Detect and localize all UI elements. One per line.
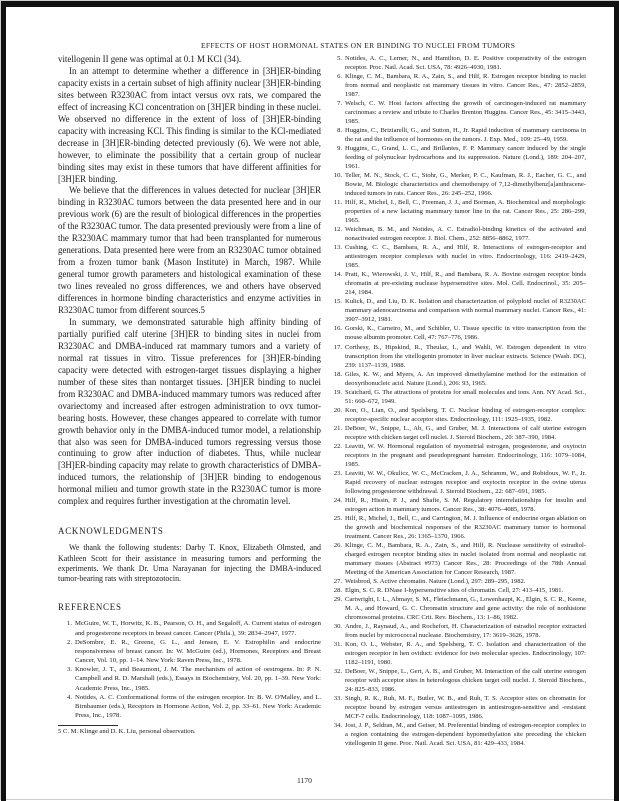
reference-text: Singh, R. K., Ruh, M. F., Butler, W. B., and Ruh, T. S. Acceptor sites on chromatin for receptor bound by estrogen versus antiestrogen in antiestrogen-sensitive and -resistant MCF-7 cells. Endocrinology, 118: 1087–1095, 1986. bbox=[345, 695, 586, 721]
reference-number: 1. bbox=[66, 620, 72, 628]
reference-number: 13. bbox=[333, 244, 342, 252]
reference-list-right bbox=[331, 54, 586, 748]
reference-text: Kulick, D., and Liu, D. K. Isolation and characterization of polyploid nuclei of R3230AC mammary adenocarcinoma and comparison with normal mammary nuclei. Cancer Res., 41: 3907–3912, 1981. bbox=[345, 298, 586, 324]
reference-item bbox=[331, 541, 586, 577]
body-paragraph: vitellogenin II gene was optimal at 0.1 M KCl (34). bbox=[58, 54, 242, 64]
reference-number: 24. bbox=[333, 496, 342, 504]
reference-number: 12. bbox=[333, 226, 342, 234]
reference-number: 14. bbox=[333, 271, 342, 279]
reference-text: Klinge, C. M., Bambara, R. A., Zain, S., and Hilf, R. Nuclease sensitivity of estradiol-charged estrogen receptor binding sites in nuclei isolated from normal and neoplastic rat mammary tissues (Abstract #973) Cancer Res., 28: Proceedings of the 78th Annual Meeting of the American Association for Cancer Research, 1987. bbox=[345, 541, 586, 576]
reference-number: 29. bbox=[333, 595, 342, 603]
reference-text: Giles, K. W., and Myers, A. An improved dimethylamine method for the estimation of deoxyribonucleic acid. Nature (Lond.), 206: 93, 1965. bbox=[345, 370, 586, 387]
body-paragraph: In summary, we demonstrated saturable high affinity binding of partially purified calf uterine [3H]ER to binding sites in nuclei from R3230AC and DMBA-induced rat mammary tumors and a variety of normal rat tissues in vitro. Tissue preferences for [3H]ER-binding capacity were detected with estrogen-target tissues displaying a higher number of these sites than nontarget tissues. [3H]ER binding to nuclei from R3230AC and DMBA-induced mammary tumors was reduced after ovariectomy and increased after estrogen administration to ovx tumor-bearing hosts. However, these changes appeared to correlate with tumor growth behavior only in the DMBA-induced tumor model, a relationship that also was seen for DMBA-induced tumors regressing versus those continuing to grow after induction of diabetes. Thus, while nuclear [3H]ER-binding capacity may relate to growth characteristics of DMBA-induced tumors, the relationship of [3H]ER binding to endogenous hormonal milieu and tumor growth state in the R3230AC tumor is more complex and requires further investigation at the chromatin level. bbox=[58, 316, 321, 507]
body-paragraph: We believe that the differences in values detected for nuclear [3H]ER binding in R3230AC tumors between the data presented here and in our previous work (6) are the result of biological differences in the properties of the R3230AC tumor. The data presented previously were from a line of the R3230AC mammary tumor that had been transplanted for numerous generations. Data presented here were from an R3230AC tumor obtained from a frozen tumor bank (Mason Institute) in March, 1987. While general tumor growth parameters and histological examination of these two lines revealed no gross differences, we and others have observed differences in hormone binding characteristics and enzyme activities in R3230AC tumor from different sources.5 bbox=[58, 185, 321, 316]
reference-number: 17. bbox=[333, 343, 342, 351]
scan-border-left bbox=[1, 1, 6, 801]
reference-item bbox=[331, 144, 586, 171]
reference-item bbox=[331, 406, 586, 424]
reference-text: Jost, J. P., Seldran, M., and Geiser, M. Preferential binding of estrogen-receptor complex to a region containing the estrogen-dependent hypomethylation site preceding the chicken vitellogenin II gene. Proc. Natl. Acad. Sci. USA, 81: 429–433, 1984. bbox=[345, 722, 586, 748]
reference-number: 34. bbox=[333, 722, 342, 730]
reference-text: DeBoer, W., Snippe, L., Gert, A. B., and Gruber, M. Interaction of the calf uterine estrogen receptor with acceptor sites in heterologous chicken target cell nuclei. J. Steroid Biochem., 24: 825–833, 1986. bbox=[345, 668, 586, 694]
reference-item bbox=[331, 343, 586, 370]
reference-text: Cartwright, I. L., Abmayr, S. M., Fleischmann, G., Lowenhaupt, K., Elgin, S. C. R., Keene, M. A., and Howard, G. C. Chromatin structure and gene activity: the role of nonhistone chromosomal proteins. CRC Crit. Rev. Biochem., 13: 1–86, 1982. bbox=[345, 595, 586, 621]
reference-text: Huggins, C., Briziarelli, G., and Sutton, H., Jr. Rapid induction of mammary carcinoma in the rat and the influence of hormones on the tumors. J. Exp. Med., 109: 25–49, 1959. bbox=[345, 127, 586, 144]
reference-item bbox=[331, 622, 586, 640]
reference-item bbox=[58, 693, 321, 720]
left-column bbox=[58, 54, 321, 737]
reference-number: 32. bbox=[333, 668, 342, 676]
reference-text: DeSombre, E. R., Greene, G. L., and Jensen, E. V. Estrophilin and endocrine responsiveness of breast cancer. In: W. McGuire (ed.), Hormones, Receptors and Breast Cancer, Vol. 10, pp. 1–14. New York: Raven Press, Inc., 1978. bbox=[75, 638, 321, 665]
reference-number: 23. bbox=[333, 469, 342, 477]
reference-item bbox=[331, 721, 586, 748]
reference-number: 7. bbox=[337, 100, 342, 108]
body-paragraph: In an attempt to determine whether a difference in [3H]ER-binding capacity exists in a certain subset of high affinity nuclear [3H]ER-binding sites between R3230AC from intact versus ovx rats, we compared the effect of increasing KCl concentration on [3H]ER binding in these nuclei. We observed no difference in the extent of loss of [3H]ER-binding capacity with increasing KCl. This finding is similar to the KCl-mediated decrease in [3H]ER-binding detected previously (6). We were not able, however, to eliminate the possibility that a certain group of nuclear binding sites may exist in these tumors that have different affinities for [3H]ER binding. bbox=[58, 65, 321, 184]
reference-item bbox=[331, 694, 586, 721]
reference-number: 16. bbox=[333, 325, 342, 333]
reference-number: 31. bbox=[333, 641, 342, 649]
reference-number: 20. bbox=[333, 406, 342, 414]
reference-number: 15. bbox=[333, 298, 342, 306]
reference-item bbox=[331, 496, 586, 514]
reference-item bbox=[331, 171, 586, 198]
reference-text: Notides, A. C. Conformational forms of the estrogen receptor. In: B. W. O'Malley, and L. Birnbaumer (eds.), Receptors in Hormone Action, Vol. 2, pp. 33–61. New York: Academic Press, Inc., 1978. bbox=[75, 693, 321, 719]
reference-number: 8. bbox=[337, 127, 342, 135]
reference-number: 5. bbox=[337, 55, 342, 62]
reference-text: Weichman, B. M., and Notides, A. C. Estradiol-binding kinetics of the activated and nonactivated estrogen receptor. J. Biol. Chem., 252: 8856–8862, 1977. bbox=[345, 226, 586, 243]
reference-text: Knowler, J. T., and Beaumont, J. M. The mechanism of action of oestrogens. In: P. N. Campbell and R. D. Marshall (eds.), Essays in Biochemistry, Vol. 20, pp. 1–39. New York: Academic Press, Inc., 1985. bbox=[75, 666, 321, 692]
reference-number: 11. bbox=[334, 199, 342, 207]
reference-number: 6. bbox=[337, 73, 342, 81]
reference-item bbox=[331, 667, 586, 694]
footnote: 5 C. M. Klinge and D. K. Liu, personal observation. bbox=[58, 728, 196, 736]
reference-item bbox=[58, 619, 321, 637]
reference-text: Welsch, C. W. Host factors affecting the growth of carcinogen-induced rat mammary carcinomas: a review and tribute to Charles Brenton Huggins. Cancer Res., 45: 3415–3443, 1985. bbox=[345, 100, 586, 126]
reference-number: 4. bbox=[66, 693, 72, 701]
reference-text: Hilf, R., Hissin, P. J., and Shafie, S. M. Regulatory interrelationships for insulin and estrogen action in mammary tumors. Cancer Res., 38: 4076–4085, 1978. bbox=[345, 496, 586, 513]
reference-number: 27. bbox=[333, 577, 342, 585]
reference-item bbox=[331, 595, 586, 622]
reference-number: 26. bbox=[333, 541, 342, 549]
reference-item bbox=[331, 225, 586, 243]
reference-item bbox=[331, 469, 586, 496]
reference-number: 21. bbox=[333, 424, 342, 432]
reference-number: 33. bbox=[333, 695, 342, 703]
reference-text: Corthesy, B., Hipskind, R., Theulaz, I., and Wahli, W. Estrogen dependent in vitro transcription from the vitellogenin promoter in liver nuclear extracts. Science (Wash. DC), 239: 1137–1139, 1988. bbox=[345, 343, 586, 369]
reference-text: Notides, A. C., Lerner, N., and Hamilton, D. E. Positive cooperativity of the estrogen receptor. Proc. Natl. Acad. Sci. USA, 78: 4926–4930, 1981. bbox=[345, 55, 586, 72]
reference-text: Leavitt, W. W. Hormonal regulation of myometrial estrogen, progesterone, and oxytocin receptors in the pregnant and pseudopregnant hamster. Endocrinology, 116: 1079–1084, 1985. bbox=[345, 442, 586, 468]
reference-item bbox=[331, 442, 586, 469]
right-column bbox=[331, 54, 586, 748]
reference-item bbox=[331, 514, 586, 541]
reference-text: Kon, O., Lian, O., and Spelsberg, T. C. Nuclear binding of estrogen-receptor complex: receptor-specific nuclear acceptor sites. Endocrinology, 111: 1925–1935, 1982. bbox=[345, 406, 586, 423]
reference-number: 19. bbox=[333, 388, 342, 396]
scan-border-top bbox=[1, 1, 619, 7]
reference-number: 9. bbox=[337, 145, 342, 153]
reference-text: Cushing, C. C., Bambara, R. A., and Hilf, R. Interactions of estrogen-receptor and antiestrogen receptor complexes with nuclei in vitro. Endocrinology, 116: 2419–2429, 1985. bbox=[345, 244, 586, 270]
reference-text: Andre, J., Raynaud, A., and Rochefort, H. Characterization of estradiol receptor extracted from nuclei by micrococcal nuclease. Biochemistry, 17: 3619–3626, 1978. bbox=[345, 622, 586, 639]
reference-text: DeBoer, W., Snippe, L., Ab, G., and Gruber, M. J. Interactions of calf uterine estrogen receptor with chicken target cell nuclei. J. Steroid Biochem., 20: 387–390, 1984. bbox=[345, 424, 586, 441]
reference-number: 30. bbox=[333, 622, 342, 630]
reference-number: 28. bbox=[333, 586, 342, 594]
reference-item bbox=[331, 388, 586, 406]
reference-item bbox=[331, 424, 586, 442]
acknowledgments-text: We thank the following students: Darby T. Knox, Elizabeth Olmsted, and Kathleen Scott for their assistance in measuring tumors and performing the experiments. We thank Dr. Uma Narayanan for injecting the DMBA-induced tumor-bearing rats with streptozotocin. bbox=[58, 543, 321, 584]
reference-item bbox=[331, 370, 586, 388]
reference-text: Huggins, C., Grand, L. C., and Brillantes, F. P. Mammary cancer induced by the single feeding of polynuclear hydrocarbons and its suppression. Nature (Lond.), 189: 204–207, 1961. bbox=[345, 145, 586, 171]
reference-item bbox=[331, 577, 586, 586]
page-number: 1170 bbox=[297, 776, 312, 785]
reference-number: 22. bbox=[333, 442, 342, 450]
reference-text: Leavitt, W. W., Okulicz, W. C., McCracken, J. A., Schramm, W., and Robidoux, W. F., Jr. Rapid recovery of nuclear estrogen receptor and oxytocin receptor in the ovine uterus following progesterone withdrawal. J. Steroid Biochem., 22: 687–691, 1985. bbox=[345, 469, 586, 495]
reference-item bbox=[331, 243, 586, 270]
reference-text: Elgin, S. C. R. DNase I-hypersensitive sites of chromatin. Cell, 27: 413–415, 1981. bbox=[345, 586, 564, 594]
reference-number: 25. bbox=[333, 514, 342, 522]
reference-text: Teller, M. N., Stock, C. C., Stohr, G., Merker, P. C., Kaufman, R. J., Eacher, G. C., and Bowie, M. Biologic characteristics and chemotherapy of 7,12-dimethylbenz[a]anthracene-induced tumors in rats. Cancer Res., 26: 245–252, 1966. bbox=[345, 172, 586, 198]
reference-item bbox=[331, 126, 586, 144]
reference-item bbox=[331, 324, 586, 342]
reference-number: 2. bbox=[66, 638, 72, 646]
reference-number: 10. bbox=[333, 172, 342, 180]
reference-item bbox=[58, 638, 321, 665]
reference-item bbox=[331, 72, 586, 99]
reference-text: Kon, O. L., Webster, R. A., and Spelsberg, T. C. Isolation and characterization of the estrogen receptor in hen oviduct: evidence for two molecular species. Endocrinology, 107: 1182–1191, 1980. bbox=[345, 641, 586, 667]
acknowledgments-heading: ACKNOWLEDGMENTS bbox=[58, 526, 164, 537]
reference-item bbox=[331, 297, 586, 324]
reference-number: 18. bbox=[333, 370, 342, 378]
reference-text: Pratt, K., Wierowski, J. V., Hilf, R., and Bambara, R. A. Bovine estrogen receptor binds chromatin at pre-existing nuclease hypersensitive sites. Mol. Cell. Endocrinol., 35: 205–214, 1984. bbox=[345, 271, 586, 297]
running-head: EFFECTS OF HOST HORMONAL STATES ON ER BINDING TO NUCLEI FROM TUMORS bbox=[201, 41, 516, 50]
reference-text: Scatchard, G. The attractions of proteins for small molecules and ions. Ann. NY Acad. Sci., 51: 660–672, 1949. bbox=[345, 388, 586, 405]
reference-item bbox=[331, 54, 586, 72]
reference-item bbox=[331, 586, 586, 595]
reference-item bbox=[331, 198, 586, 225]
reference-text: Weisbrod, S. Active chromatin. Nature (Lond.), 297: 289–295, 1982. bbox=[345, 577, 526, 585]
reference-item bbox=[331, 270, 586, 297]
scan-border-right bbox=[614, 1, 619, 801]
reference-list-left bbox=[58, 619, 321, 720]
reference-item bbox=[58, 665, 321, 692]
reference-text: Klinge, C. M., Bambara, R. A., Zain, S., and Hilf, R. Estrogen receptor binding to nuclei from normal and neoplastic rat mammary tissues in vitro. Cancer Res., 47: 2852–2859, 1987. bbox=[345, 73, 586, 99]
reference-item bbox=[331, 99, 586, 126]
reference-text: Hilf, R., Michel, I., Bell, C., and Carrington, M. J. Influence of endocrine organ ablation on the growth and biochemical responses of the R3230AC mammary tumor to hormonal treatment. Cancer Res., 26: 1365–1370, 1966. bbox=[345, 514, 586, 540]
footnote-divider bbox=[58, 725, 118, 726]
reference-text: Hilf, R., Michel, I., Bell, C., Freeman, J. J., and Borman, A. Biochemical and morphologic properties of a new lactating mammary tumor line in the rat. Cancer Res., 25: 286–299, 1965. bbox=[345, 199, 586, 225]
reference-item bbox=[331, 640, 586, 667]
reference-number: 3. bbox=[66, 666, 72, 674]
reference-text: McGuire, W. T., Horwitz, K. B., Pearson, O. H., and Segaloff, A. Current status of estrogen and progesterone receptors in breast cancer. Cancer (Phila.), 39: 2834–2947, 1977. bbox=[75, 620, 321, 637]
reference-text: Gorski, K., Carneiro, M., and Schibler, U. Tissue specific in vitro transcription from the mouse albumin promoter. Cell, 47: 767–776, 1986. bbox=[345, 325, 586, 342]
references-heading: REFERENCES bbox=[58, 602, 122, 613]
